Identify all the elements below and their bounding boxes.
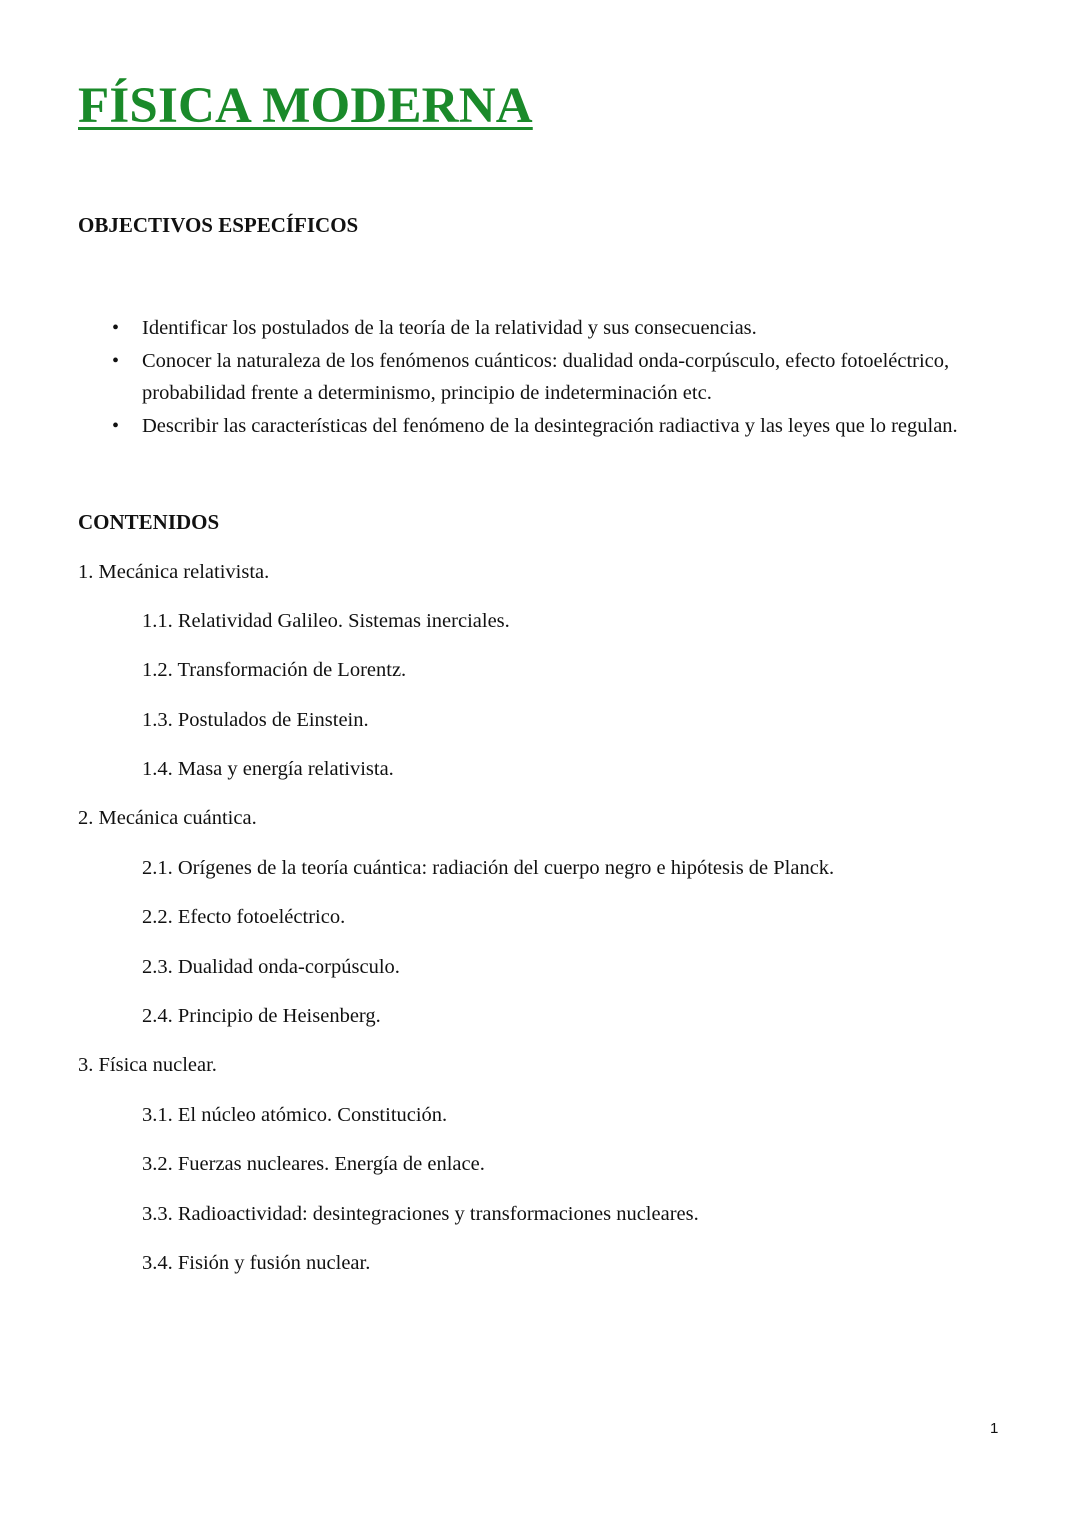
section-title: 1. Mecánica relativista. bbox=[78, 561, 270, 583]
subsection-item: 2.1. Orígenes de la teoría cuántica: radiación del cuerpo negro e hipótesis de Planck. bbox=[142, 857, 835, 879]
subsection-item: 1.2. Transformación de Lorentz. bbox=[142, 659, 407, 681]
objective-item bbox=[108, 345, 1028, 410]
bullet-icon: • bbox=[112, 414, 120, 437]
objective-item bbox=[108, 312, 1028, 345]
subsection-item: 2.2. Efecto fotoeléctrico. bbox=[142, 906, 346, 928]
subsection-item: 3.2. Fuerzas nucleares. Energía de enlace. bbox=[142, 1153, 485, 1175]
subsection-item: 1.3. Postulados de Einstein. bbox=[142, 709, 369, 731]
objective-item bbox=[108, 410, 1028, 443]
objective-text: Conocer la naturaleza de los fenómenos cuánticos: dualidad onda-corpúsculo, efecto fotoeléctrico, bbox=[142, 349, 950, 372]
subsection-item: 1.4. Masa y energía relativista. bbox=[142, 758, 394, 780]
bullet-icon: • bbox=[112, 317, 120, 339]
objectives-heading: OBJECTIVOS ESPECÍFICOS bbox=[78, 213, 359, 237]
subsection-item: 3.4. Fisión y fusión nuclear. bbox=[142, 1252, 371, 1274]
subsection-item: 3.3. Radioactividad: desintegraciones y transformaciones nucleares. bbox=[142, 1203, 699, 1225]
contents-heading: CONTENIDOS bbox=[78, 510, 220, 534]
subsection-item: 3.1. El núcleo atómico. Constitución. bbox=[142, 1104, 448, 1126]
section-title: 2. Mecánica cuántica. bbox=[78, 807, 257, 829]
page-title: FÍSICA MODERNA bbox=[78, 78, 533, 134]
section-title: 3. Física nuclear. bbox=[78, 1054, 217, 1076]
subsection-item: 2.3. Dualidad onda-corpúsculo. bbox=[142, 956, 400, 978]
objectives-list bbox=[108, 312, 1028, 442]
subsection-item: 2.4. Principio de Heisenberg. bbox=[142, 1005, 381, 1027]
objective-text: Identificar los postulados de la teoría de la relatividad y sus consecuencias. bbox=[142, 317, 757, 339]
subsection-item: 1.1. Relatividad Galileo. Sistemas inerciales. bbox=[142, 610, 510, 632]
bullet-icon: • bbox=[112, 349, 120, 372]
objective-text: Describir las características del fenómeno de la desintegración radiactiva y las leyes que lo regulan. bbox=[142, 414, 958, 437]
page-number: 1 bbox=[990, 1420, 999, 1437]
objective-text-continued: probabilidad frente a determinismo, principio de indeterminación etc. bbox=[142, 382, 712, 404]
